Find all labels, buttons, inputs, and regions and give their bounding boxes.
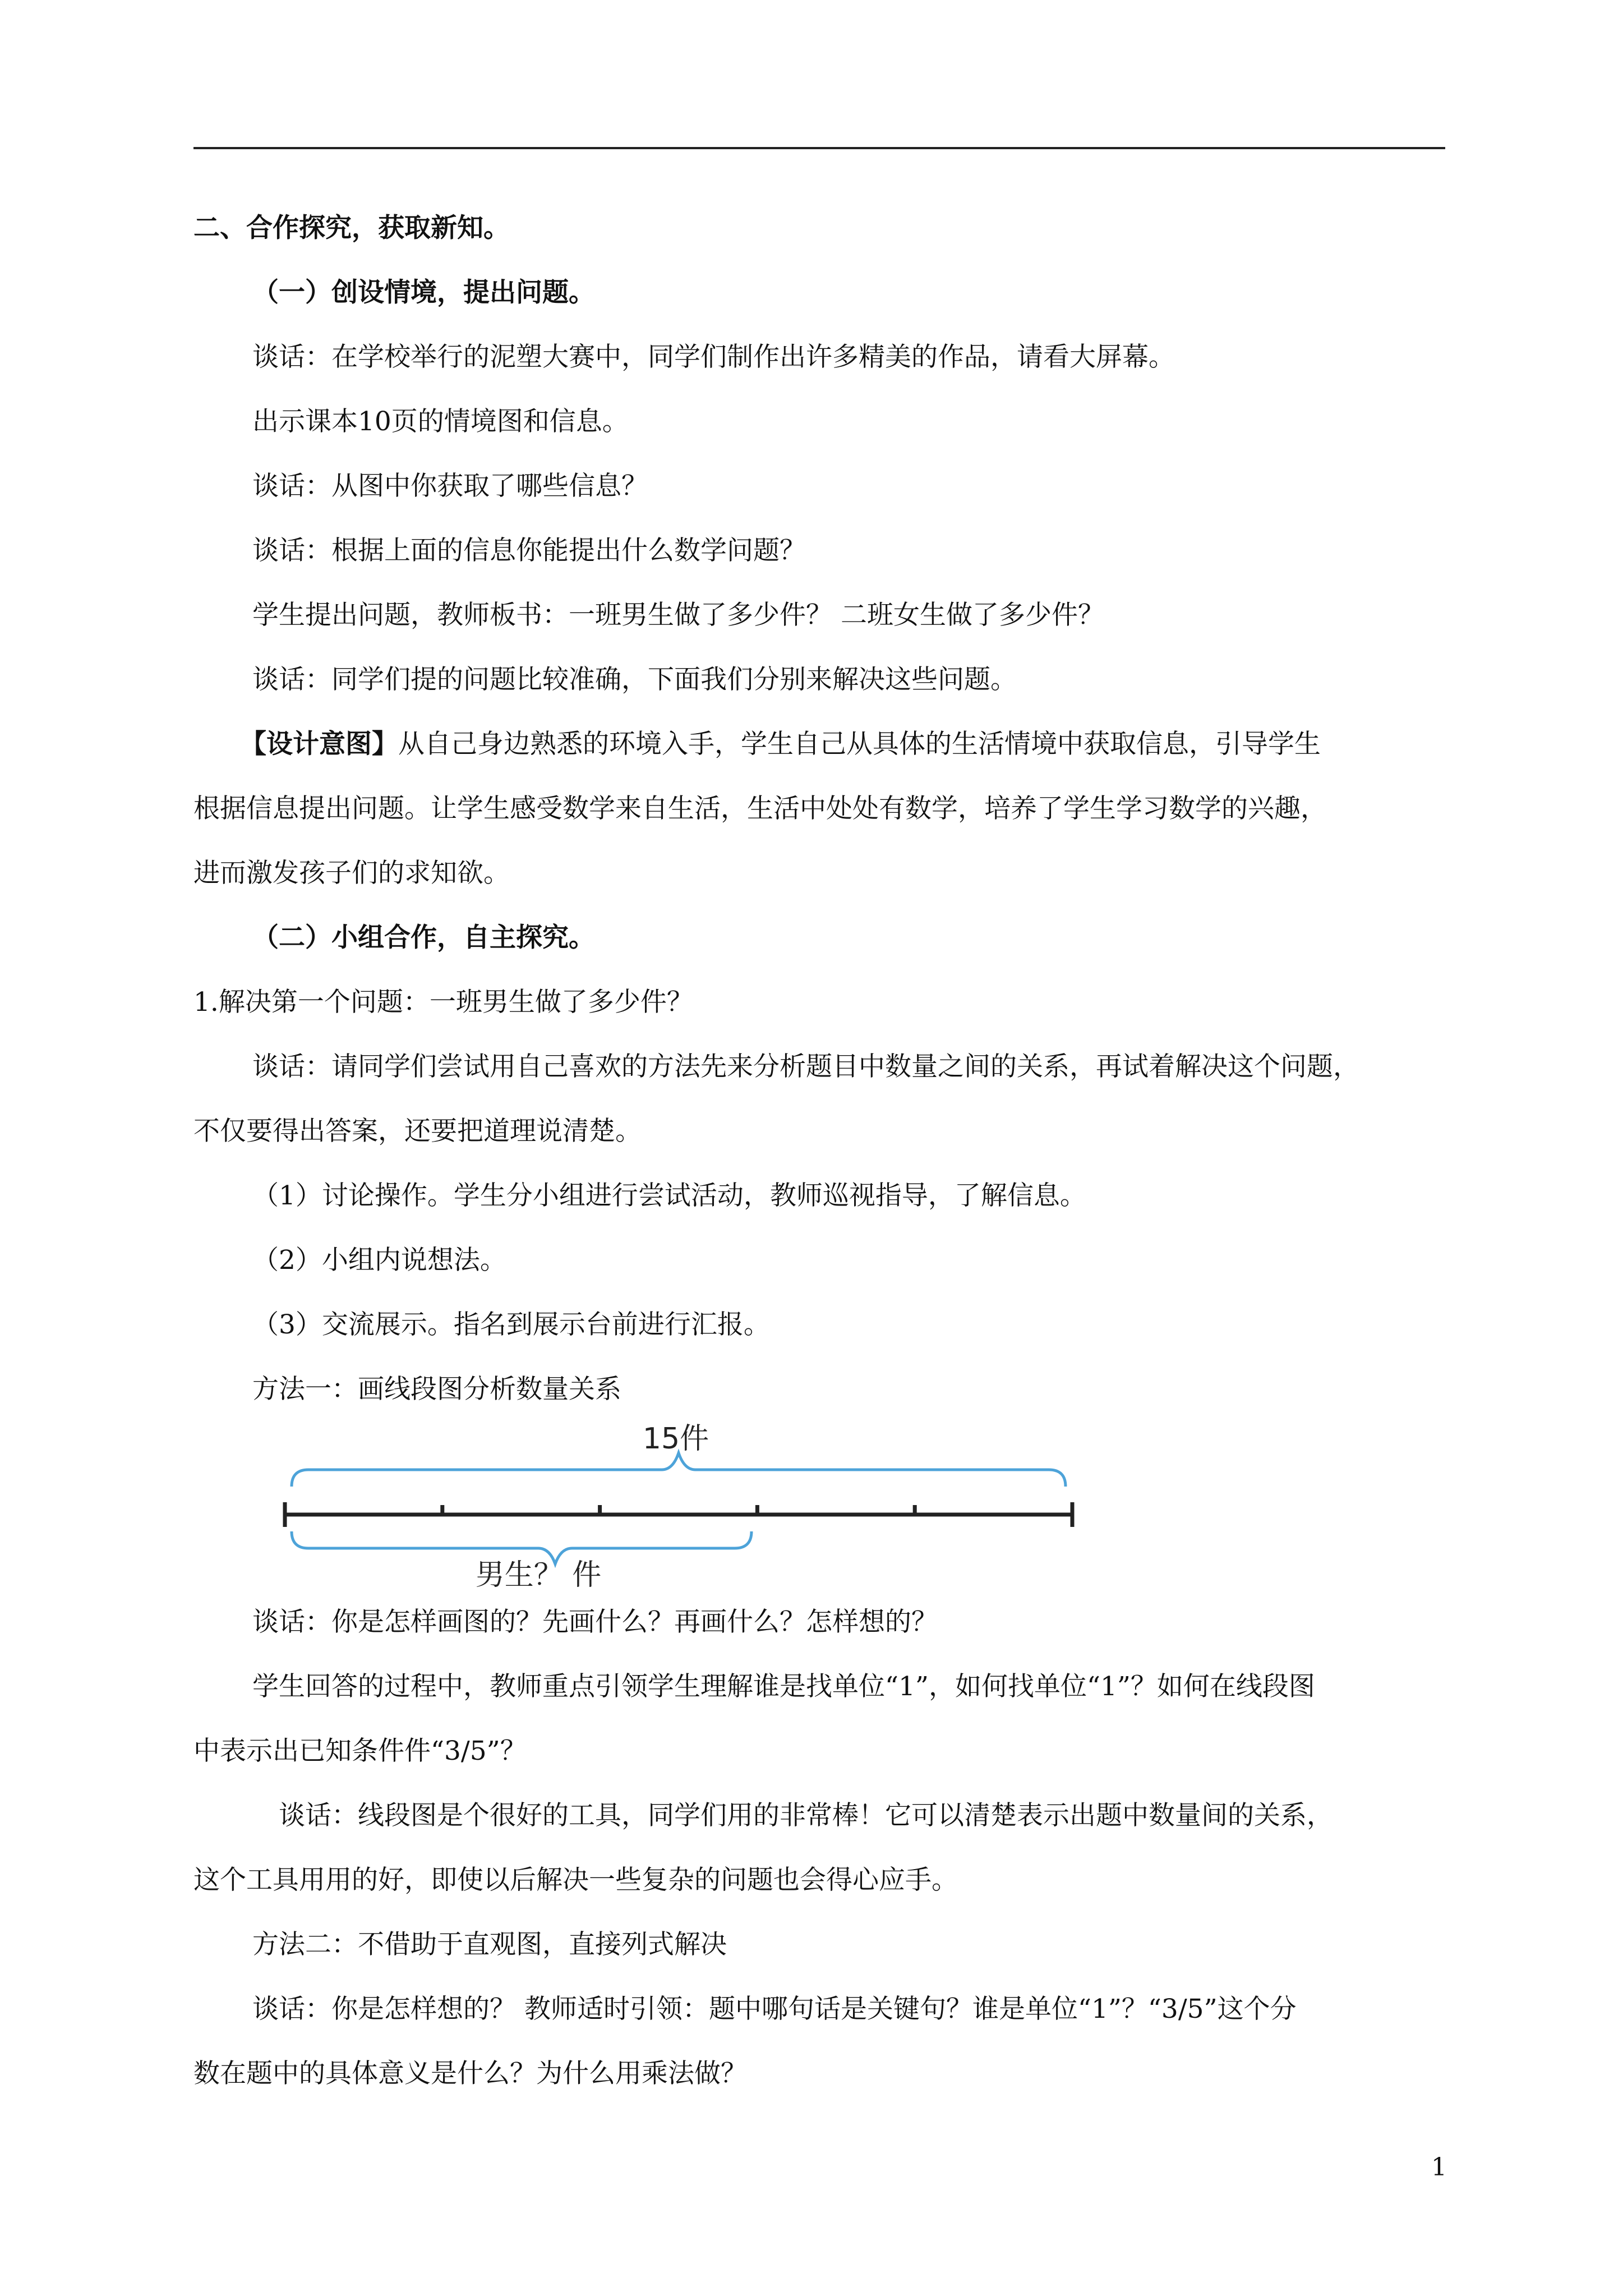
part-label: 男生？ 件 — [475, 1558, 602, 1588]
design-intent-line-3: 进而激发孩子们的求知欲。 — [193, 858, 510, 889]
paragraph-14: 谈话：你是怎样画图的？先画什么？再画什么？怎样想的？ — [252, 1607, 938, 1637]
paragraph-6: 谈话：同学们提的问题比较准确，下面我们分别来解决这些问题。 — [252, 664, 1017, 695]
design-intent-line-1 — [240, 728, 1321, 761]
design-intent-label: 【设计意图】 — [240, 729, 398, 760]
paragraph-9-line-2: 不仅要得出答案，还要把道理说清楚。 — [193, 1116, 642, 1147]
total-label: 15件 — [642, 1422, 709, 1456]
design-intent-text: 从自己身边熟悉的环境入手，学生自己从具体的生活情境中获取信息，引导学生 — [398, 729, 1321, 760]
header-rule — [193, 147, 1445, 149]
method-2: 方法二：不借助于直观图，直接列式解决 — [252, 1929, 727, 1960]
paragraph-18-line-1: 谈话：你是怎样想的？ 教师适时引领：题中哪句话是关键句？谁是单位“1”？“3/5”这个分 — [252, 1994, 1297, 2024]
paragraph-5: 学生提出问题，教师板书：一班男生做了多少件？ 二班女生做了多少件？ — [252, 600, 1104, 631]
total-brace — [292, 1453, 1066, 1487]
paragraph-3: 谈话：从图中你获取了哪些信息？ — [252, 471, 648, 501]
problem-1: 1.解决第一个问题：一班男生做了多少件？ — [193, 987, 693, 1018]
paragraph-16-line-2: 这个工具用用的好，即使以后解决一些复杂的问题也会得心应手。 — [193, 1865, 958, 1895]
paragraph-9-line-1: 谈话：请同学们尝试用自己喜欢的方法先来分析题目中数量之间的关系，再试着解决这个问题， — [252, 1051, 1359, 1082]
step-1: （1）讨论操作。学生分小组进行尝试活动，教师巡视指导，了解信息。 — [252, 1180, 1086, 1211]
paragraph-16-line-1: 谈话：线段图是个很好的工具，同学们用的非常棒！它可以清楚表示出题中数量间的关系， — [279, 1800, 1333, 1831]
step-2: （2）小组内说想法。 — [252, 1245, 506, 1276]
paragraph-2: 出示课本10页的情境图和信息。 — [252, 406, 629, 437]
subsection-heading-2: （二）小组合作，自主探究。 — [252, 922, 595, 953]
method-1: 方法一：画线段图分析数量关系 — [252, 1374, 621, 1405]
line-segment-diagram — [269, 1414, 1122, 1588]
step-3: （3）交流展示。指名到展示台前进行汇报。 — [252, 1309, 770, 1340]
design-intent-line-2: 根据信息提出问题。让学生感受数学来自生活，生活中处处有数学，培养了学生学习数学的兴趣， — [193, 793, 1327, 824]
page-number: 1 — [1431, 2153, 1447, 2182]
paragraph-15-line-2: 中表示出已知条件件“3/5”？ — [193, 1736, 527, 1766]
paragraph-4: 谈话：根据上面的信息你能提出什么数学问题？ — [252, 535, 806, 566]
section-heading: 二、合作探究，获取新知。 — [193, 213, 510, 243]
paragraph-15-line-1: 学生回答的过程中，教师重点引领学生理解谁是找单位“1”，如何找单位“1”？如何在线段图 — [252, 1671, 1315, 1702]
paragraph-18-line-2: 数在题中的具体意义是什么？为什么用乘法做？ — [193, 2058, 747, 2089]
subsection-heading-1: （一）创设情境，提出问题。 — [252, 277, 595, 308]
paragraph-1: 谈话：在学校举行的泥塑大赛中，同学们制作出许多精美的作品，请看大屏幕。 — [252, 342, 1175, 372]
